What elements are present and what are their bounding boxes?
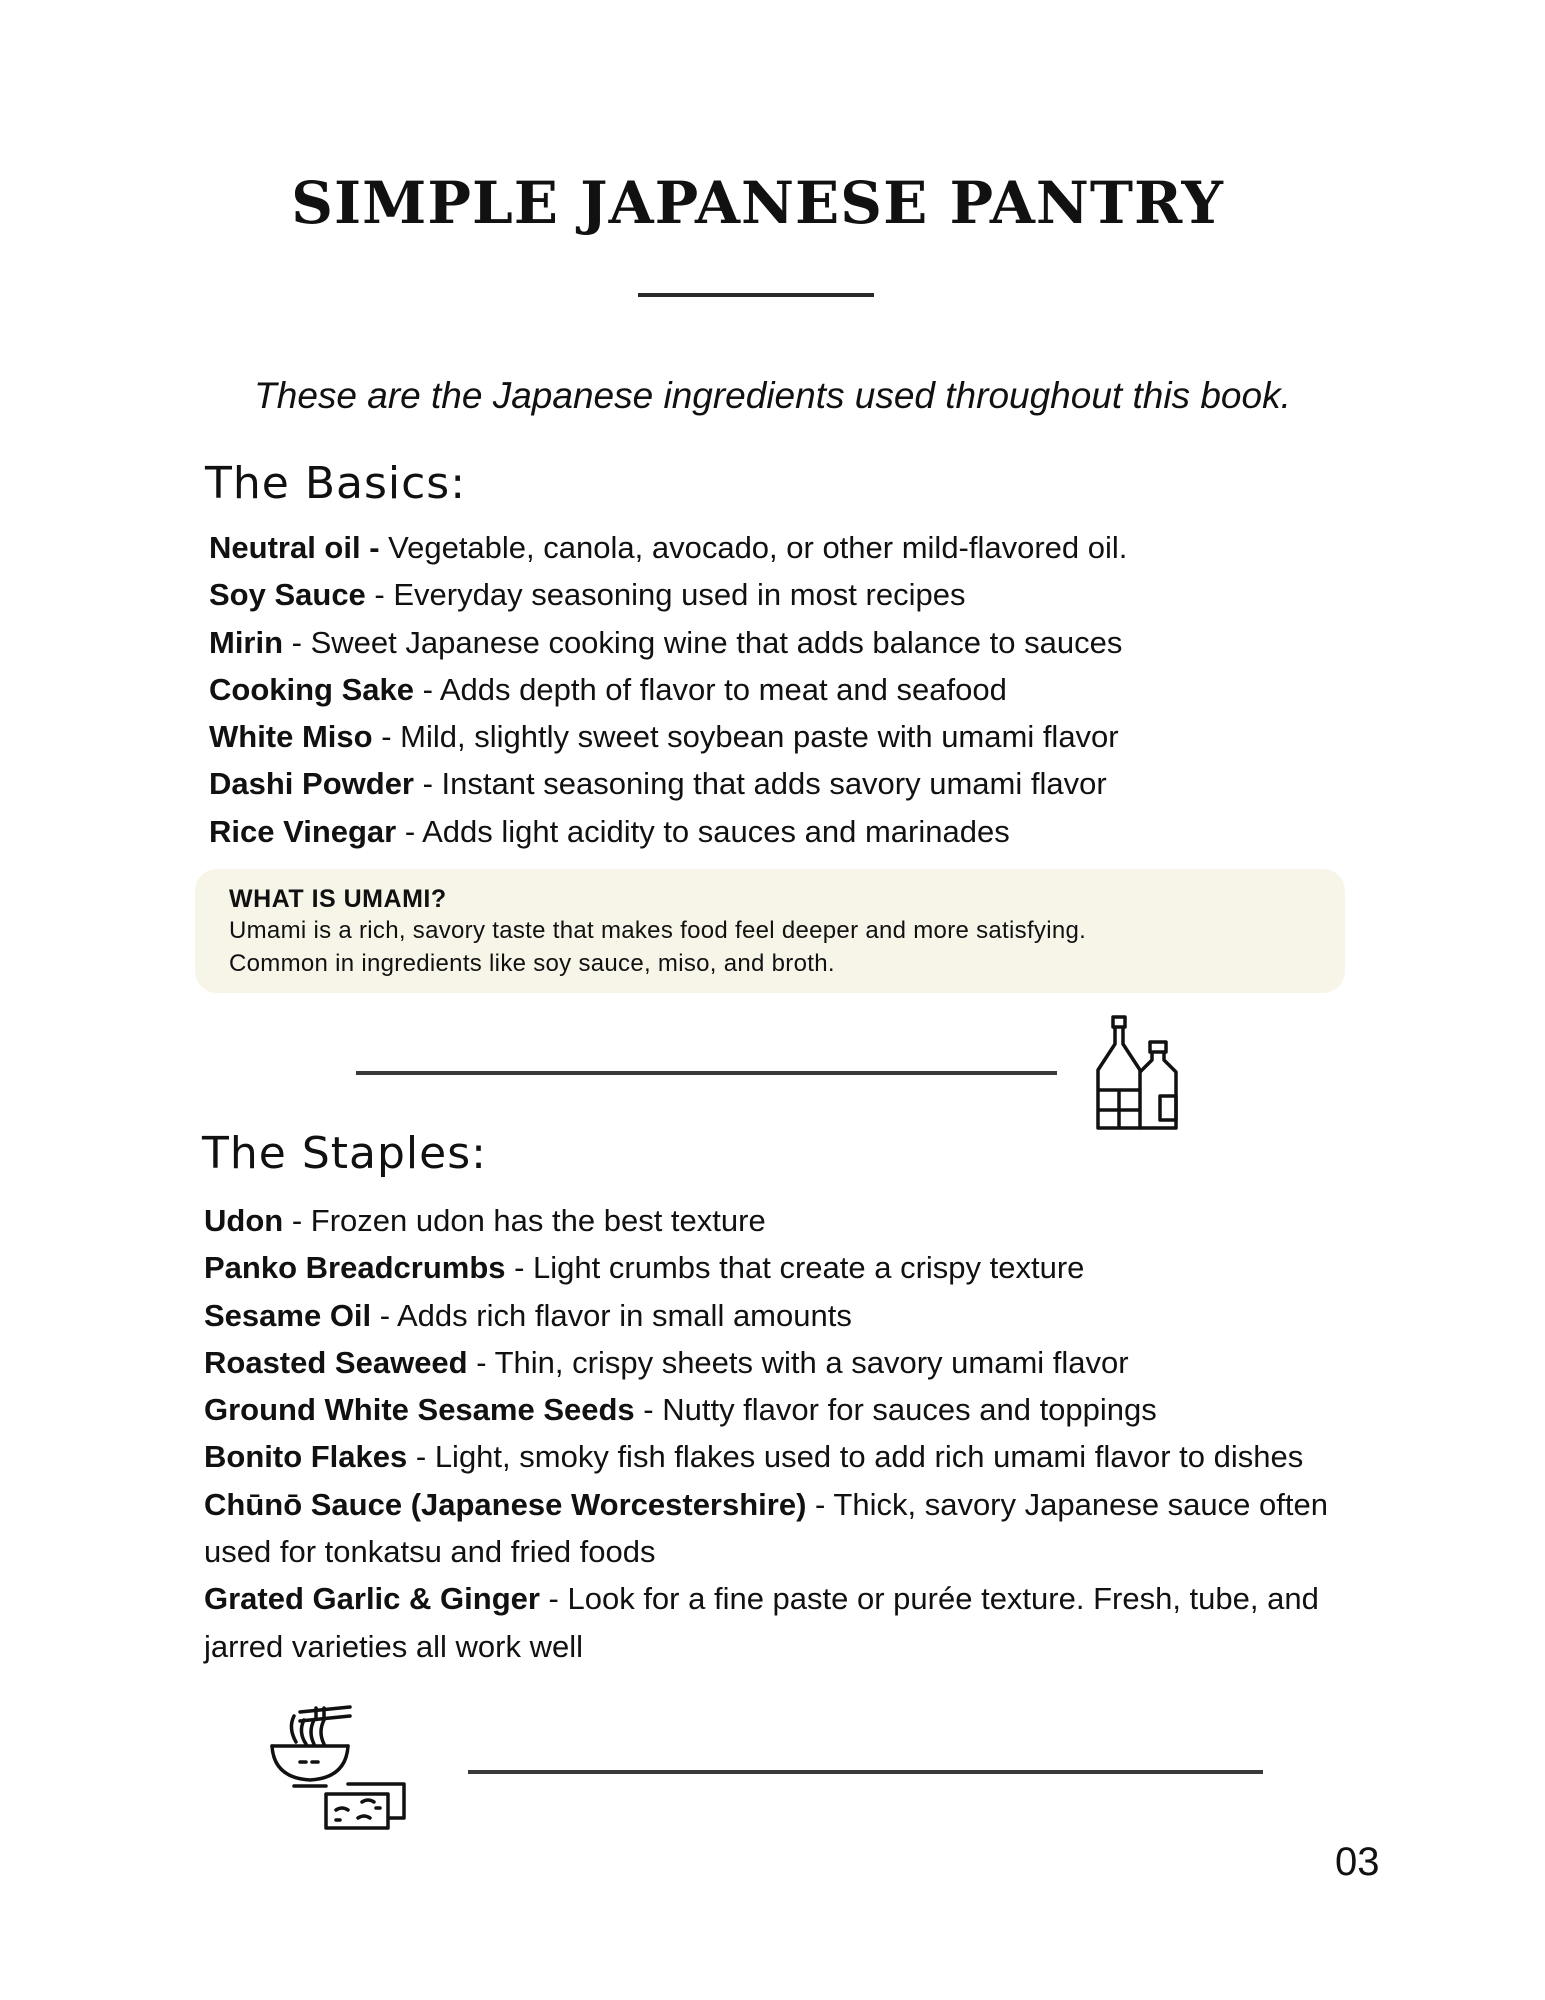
item-name: Rice Vinegar — [209, 813, 397, 849]
item-description: - Instant seasoning that adds savory umami flavor — [414, 766, 1107, 802]
item-description: - Everyday seasoning used in most recipes — [365, 577, 966, 613]
list-item — [204, 1481, 1379, 1576]
list-item — [204, 1244, 1379, 1291]
list-item — [209, 524, 1349, 571]
item-name: Roasted Seaweed — [204, 1344, 468, 1380]
item-name: Soy Sauce — [209, 577, 366, 613]
list-item — [209, 571, 1349, 618]
list-item — [204, 1292, 1379, 1339]
list-item — [204, 1386, 1379, 1433]
callout-line: Umami is a rich, savory taste that makes food feel deeper and more satisfying. — [229, 917, 1087, 944]
list-item — [204, 1197, 1379, 1244]
item-description: - Light crumbs that create a crispy texture — [505, 1250, 1085, 1286]
item-name: Chūnō Sauce (Japanese Worcestershire) — [204, 1486, 807, 1522]
noodle-bowl-icon — [266, 1702, 354, 1790]
seaweed-sheets-icon — [322, 1780, 408, 1832]
page-title: SIMPLE JAPANESE PANTRY — [291, 169, 1224, 237]
item-description: Vegetable, canola, avocado, or other mild-flavored oil. — [379, 530, 1128, 565]
sauce-bottles-icon — [1090, 1014, 1190, 1132]
item-name: Udon — [204, 1203, 284, 1238]
callout-line: Common in ingredients like soy sauce, miso, and broth. — [229, 950, 835, 977]
title-divider — [638, 293, 874, 297]
list-item — [209, 760, 1349, 807]
item-description: - Nutty flavor for sauces and toppings — [634, 1392, 1157, 1428]
list-item — [209, 619, 1349, 666]
list-item — [209, 666, 1349, 713]
item-name: Ground White Sesame Seeds — [204, 1392, 635, 1428]
callout-title: WHAT IS UMAMI? — [229, 885, 447, 913]
item-description: - Adds light acidity to sauces and marinades — [396, 813, 1010, 849]
item-description: - Adds depth of flavor to meat and seafood — [414, 671, 1007, 707]
item-name: White Miso — [209, 719, 373, 755]
item-name: Grated Garlic & Ginger — [204, 1581, 540, 1617]
item-name: Sesame Oil — [204, 1297, 372, 1333]
item-name: Mirin — [209, 624, 284, 660]
list-item — [204, 1575, 1379, 1670]
staples-list — [204, 1197, 1379, 1670]
item-description: - Mild, slightly sweet soybean paste with umami flavor — [372, 719, 1119, 755]
bottom-divider — [468, 1770, 1263, 1774]
item-name: Dashi Powder — [209, 766, 414, 802]
item-name: Cooking Sake — [209, 671, 414, 707]
staples-heading: The Staples: — [202, 1128, 487, 1179]
list-item — [204, 1433, 1379, 1480]
item-description: - Sweet Japanese cooking wine that adds balance to sauces — [283, 624, 1123, 660]
intro-text: These are the Japanese ingredients used throughout this book. — [254, 375, 1291, 416]
item-description: - Adds rich flavor in small amounts — [371, 1297, 852, 1333]
item-description: - Thick, savory Japanese sauce often used for tonkatsu and fried foods — [204, 1486, 1328, 1570]
section-divider — [356, 1071, 1057, 1075]
item-description: - Light, smoky fish flakes used to add rich umami flavor to dishes — [407, 1439, 1304, 1475]
item-name: Panko Breadcrumbs — [204, 1250, 506, 1286]
page-number: 03 — [1335, 1840, 1380, 1884]
item-description: - Look for a fine paste or purée texture. Fresh, tube, and jarred varieties all work well — [204, 1581, 1319, 1664]
item-name: Bonito Flakes — [204, 1439, 408, 1475]
basics-list — [209, 524, 1349, 855]
list-item — [204, 1339, 1379, 1386]
umami-callout — [195, 869, 1345, 993]
list-item — [209, 713, 1349, 760]
list-item — [209, 808, 1349, 855]
basics-heading: The Basics: — [205, 458, 467, 509]
item-description: - Frozen udon has the best texture — [283, 1203, 766, 1238]
item-description: - Thin, crispy sheets with a savory umami flavor — [467, 1344, 1129, 1380]
item-name: Neutral oil - — [209, 530, 380, 565]
